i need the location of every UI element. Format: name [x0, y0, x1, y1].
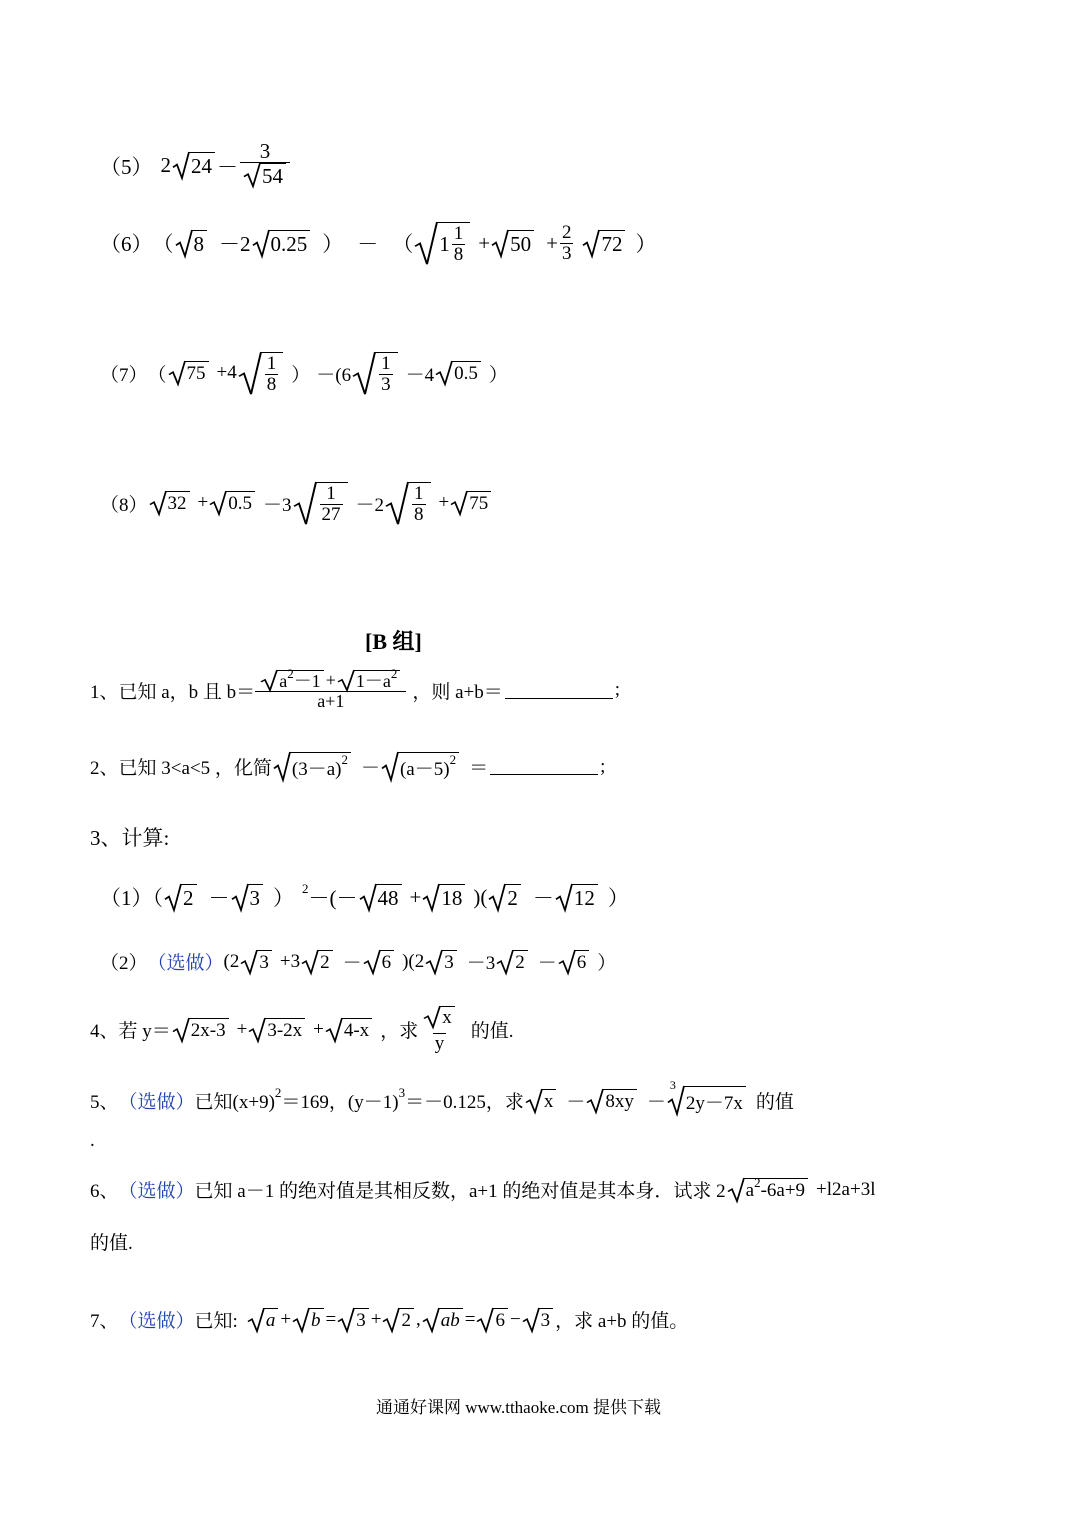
trailing-dot: .	[90, 1130, 95, 1151]
question-b5: 5、 （选做） 已知(x+9) 2 ＝169，(y－1) 3 ＝－0.125，求 x － 8xy － 3 2y－7x 的值	[90, 1078, 794, 1114]
answer-blank[interactable]	[490, 758, 598, 775]
question-b7: 7、 （选做） 已知: a + b = 3 + 2 , ab = 6 − 3 ，求 a+b 的值。	[90, 1306, 688, 1333]
question-b6-line2: 的值.	[90, 1233, 133, 1254]
minus: －	[217, 154, 238, 179]
question-b4: 4、若 y＝ 2x-3 + 3-2x + 4-x ，求 $\frac{x}{y}$ 的值.	[90, 1007, 514, 1054]
fraction: $\frac{3}{54}$	[240, 140, 290, 191]
label: （5）	[100, 154, 153, 179]
problem-a6: （6） （ 8 －2 0.25 ） － （ 1 $\frac{1}{8}$ + 50 + $\frac{2}{3}$ 72 ）	[100, 222, 657, 265]
section-heading: [B 组]	[365, 629, 422, 654]
optional-tag: （选做）	[118, 1311, 195, 1332]
page-footer: 通通好课网 www.tthaoke.com 提供下载	[376, 1398, 662, 1417]
problem-a8: （8） 32 + 0.5 －3 $\frac{1}{27}$ －2 $\frac{1}{8}$ + 75	[100, 482, 493, 525]
question-b3: 3、计算:	[90, 826, 170, 850]
optional-tag: （选做）	[118, 1092, 195, 1113]
radical: 24	[173, 152, 215, 179]
question-b6: 6、 （选做） 已知 a－1 的绝对值是其相反数，a+1 的绝对值是其本身．试求 2 a 2 -6a+9 +l2a+3l	[90, 1174, 876, 1202]
problem-a5	[100, 140, 292, 191]
optional-tag: （选做）	[147, 953, 224, 974]
question-b3-2: （2） （选做） (2 3 +3 2 － 6 )(2 3 －3 2 － 6 ）	[100, 948, 616, 975]
optional-tag: （选做）	[118, 1181, 195, 1202]
problem-a7: （7） （ 75 +4 $\frac{1}{8}$ ） －(6 $\frac{1}{3}$ －4 0.5 ）	[100, 353, 508, 395]
question-b2: 2、已知 3<a<5 ，化简 (3－a) 2 － (a－5) 2 ＝ ;	[90, 751, 606, 780]
question-b1: 1、已知 a，b 且 b＝ a 2 －1 + 1－a 2 a+1 ，则 a+b＝ ;	[90, 665, 621, 711]
question-b3-1: （1）（ 2 － 3 ） 2 －(－ 48 + 18 )( 2 － 12 ）	[100, 881, 629, 910]
answer-blank[interactable]	[505, 682, 613, 699]
coefficient: 2	[160, 153, 171, 178]
